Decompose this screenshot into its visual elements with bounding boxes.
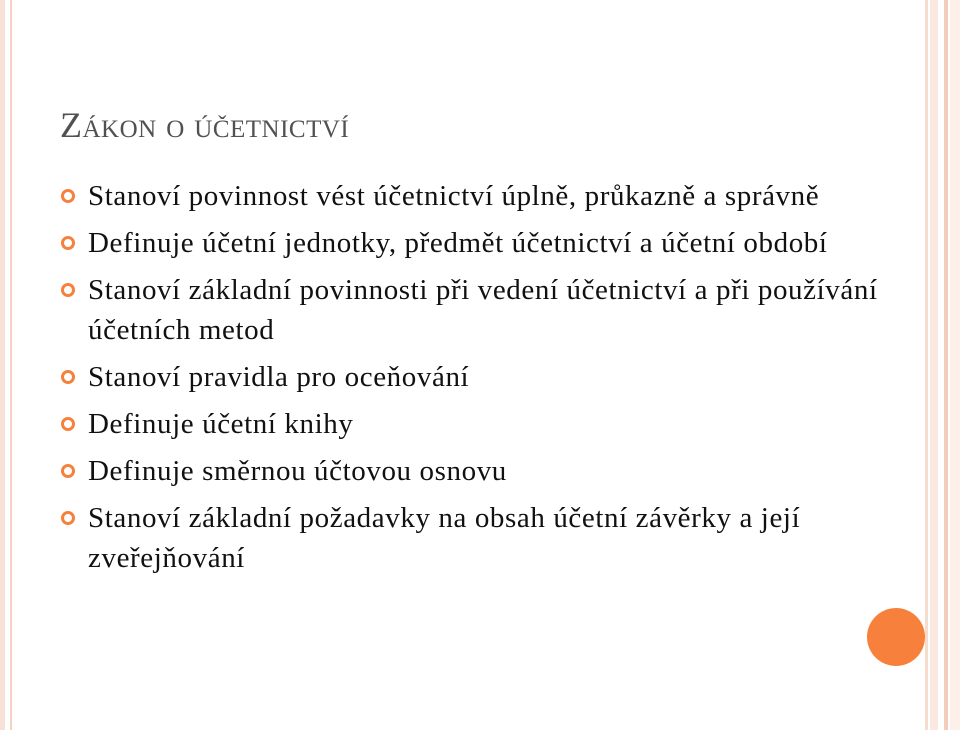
list-item	[60, 498, 880, 578]
list-item	[60, 223, 880, 263]
bullet-list	[60, 176, 880, 585]
orange-circle-icon	[867, 608, 925, 666]
list-item	[60, 404, 880, 444]
left-edge-stripe	[0, 0, 5, 730]
ring-bullet-icon	[60, 451, 88, 491]
bullet-text: Stanoví povinnost vést účetnictví úplně, průkazně a správně	[88, 180, 820, 212]
right-edge-stripe	[950, 0, 960, 730]
bullet-text: Stanoví pravidla pro oceňování	[88, 361, 470, 393]
ring-bullet-icon	[60, 357, 88, 397]
right-edge-stripe	[944, 0, 948, 730]
ring-bullet-icon	[60, 270, 88, 310]
right-edge-stripe	[925, 0, 928, 730]
list-item	[60, 357, 880, 397]
left-edge-stripe-thin	[10, 0, 12, 730]
bullet-text: Definuje směrnou účtovou osnovu	[88, 455, 507, 487]
list-item	[60, 451, 880, 491]
bullet-text: Definuje účetní jednotky, předmět účetnictví a účetní období	[88, 227, 828, 259]
bullet-text: Stanoví základní povinnosti při vedení účetnictví a při používání účetních metod	[88, 274, 878, 346]
ring-bullet-icon	[60, 223, 88, 263]
ring-bullet-icon	[60, 404, 88, 444]
bullet-text: Definuje účetní knihy	[88, 408, 354, 440]
bullet-text: Stanoví základní požadavky na obsah účetní závěrky a její zveřejňování	[88, 502, 801, 574]
ring-bullet-icon	[60, 498, 88, 538]
slide-title: Zákon o účetnictví	[60, 105, 350, 145]
list-item	[60, 176, 880, 216]
list-item	[60, 270, 880, 350]
ring-bullet-icon	[60, 176, 88, 216]
right-edge-stripe	[930, 0, 938, 730]
